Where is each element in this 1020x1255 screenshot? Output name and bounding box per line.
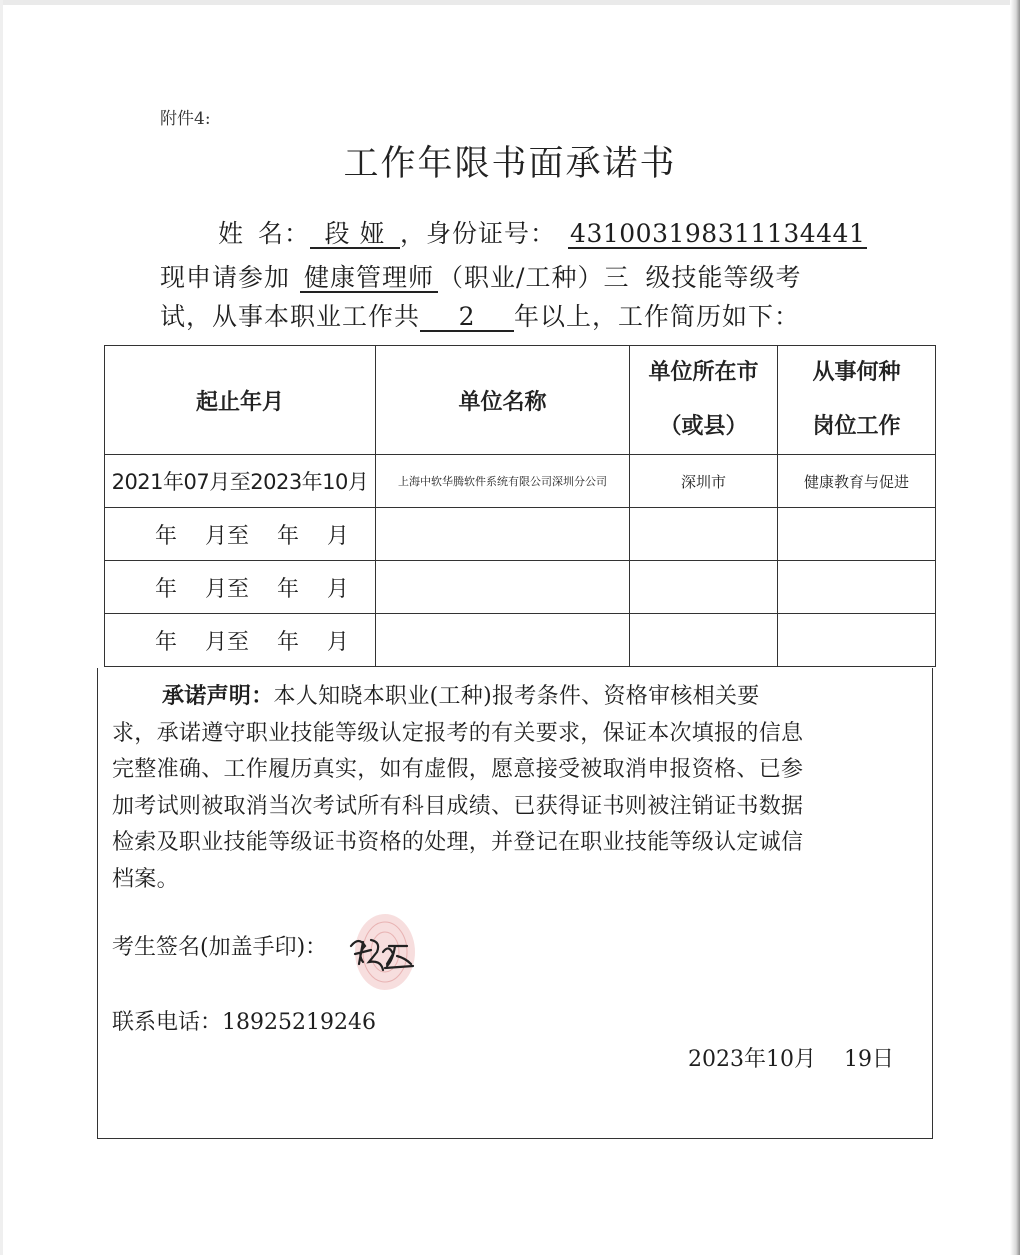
signature-label: 考生签名(加盖手印)： [112, 935, 328, 960]
years-value: 2 [420, 304, 514, 332]
header-period: 起止年月 [105, 346, 376, 455]
header-post-line1: 从事何种 [812, 360, 901, 385]
declaration-line-2: 完整准确、工作履历真实，如有虚假，愿意接受被取消申报资格、已参 [112, 757, 804, 782]
scan-edge-left [0, 0, 3, 1255]
declaration-first-line [112, 678, 882, 716]
declaration-line-0: 本人知晓本职业(工种)报考条件、资格审核相关要 [273, 684, 760, 709]
scan-edge-right [1010, 0, 1020, 1255]
header-post-line2: 岗位工作 [812, 414, 901, 439]
table-header-row [105, 346, 936, 455]
empty-cell [376, 508, 630, 561]
declaration-line-3: 加考试则被取消当次考试所有科目成绩、已获得证书则被注销证书数据 [112, 793, 804, 819]
declaration-lead: 承诺声明： [162, 683, 274, 709]
empty-cell [376, 614, 630, 667]
phone-number: 18925219246 [222, 1010, 376, 1035]
occupation-suffix: （职业/工种）三 [438, 263, 630, 292]
header-city-line2: （或县） [659, 414, 748, 439]
declaration-line-5: 档案。 [112, 866, 179, 892]
empty-cell [630, 561, 778, 614]
empty-cell [376, 561, 630, 614]
declaration-line-4: 检索及职业技能等级证书资格的处理，并登记在职业技能等级认定诚信 [112, 830, 804, 855]
table-row [105, 508, 936, 561]
header-unit: 单位名称 [376, 346, 630, 455]
document-title: 工作年限书面承诺书 [343, 144, 677, 184]
applicant-line [218, 214, 867, 250]
occupation-name: 健康管理师 [300, 265, 438, 293]
annex-label: 附件4: [160, 109, 211, 129]
row-post: 健康教育与促进 [778, 455, 936, 508]
phone-line [112, 1005, 376, 1036]
years-prefix: 试，从事本职业工作共 [160, 302, 421, 331]
header-city-line1: 单位所在市 [648, 360, 759, 385]
empty-period: 年 月至 年 月 [105, 508, 376, 561]
phone-label: 联系电话： [112, 1010, 223, 1035]
empty-cell [778, 561, 936, 614]
empty-cell [778, 508, 936, 561]
name-label-2: 名： [258, 219, 311, 248]
apply-line [160, 258, 801, 294]
header-city [630, 346, 778, 455]
declaration-line-1: 求，承诺遵守职业技能等级认定报考的有关要求，保证本次填报的信息 [112, 720, 804, 746]
empty-period: 年 月至 年 月 [105, 614, 376, 667]
applicant-name: 段 娅 [310, 221, 400, 249]
work-history-table [104, 345, 936, 667]
row-period: 2021年07月至2023年10月 [105, 455, 376, 508]
empty-cell [630, 614, 778, 667]
years-suffix: 年以上，工作简历如下： [514, 302, 801, 331]
row-unit: 上海中软华腾软件系统有限公司深圳分公司 [376, 455, 630, 508]
table-row [105, 561, 936, 614]
id-label: ，身份证号： [400, 219, 557, 248]
table-row [105, 455, 936, 508]
header-post [778, 346, 936, 455]
apply-prefix: 现申请参加 [160, 263, 291, 292]
level-text: 级技能等级考 [645, 263, 802, 292]
years-line [160, 297, 800, 333]
row-city: 深圳市 [630, 455, 778, 508]
empty-cell [778, 614, 936, 667]
empty-period: 年 月至 年 月 [105, 561, 376, 614]
name-label-1: 姓 [218, 219, 245, 248]
declaration-text [112, 678, 882, 898]
scan-edge-top [0, 0, 1020, 5]
table-row [105, 614, 936, 667]
handwritten-signature [345, 906, 423, 996]
empty-cell [630, 508, 778, 561]
id-number: 431003198311134441 [570, 219, 866, 248]
sign-date: 2023年10月 19日 [688, 1047, 894, 1072]
